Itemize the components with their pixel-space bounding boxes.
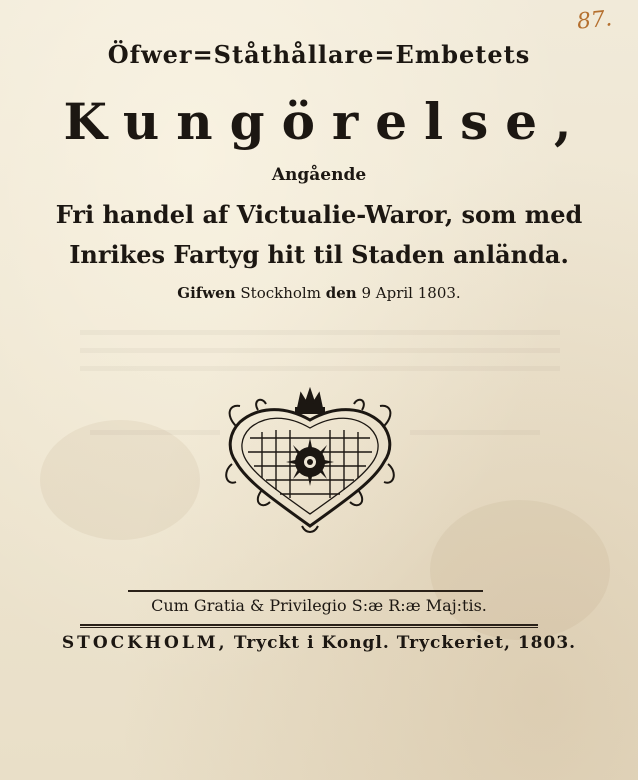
imprint-city: STOCKHOLM, [61,633,228,653]
subject-line-2: Inrikes Fartyg hit til Staden anlända. [69,240,569,269]
rule-middle-thin [80,627,538,628]
imprint-line [0,633,638,653]
rule-top [128,590,483,592]
crowned-heraldic-shield-ornament [222,386,398,536]
date-prefix: Gifwen [177,284,236,302]
date-middle: den [325,284,357,302]
show-through-text [90,430,220,435]
show-through-text [80,330,560,335]
date-line [0,284,638,302]
paper-stain [40,420,200,540]
title-main: Kungörelse, [63,92,589,151]
title-angaende: Angående [271,165,367,185]
imprint-printer: Tryckt i Kongl. Tryckeriet, 1803. [233,633,577,653]
show-through-text [80,366,560,371]
date-place: Stockholm [240,284,321,302]
title-line-1: Öfwer=Ståthållare=Embetets [107,40,531,69]
paper-stain [430,500,610,640]
show-through-text [80,348,560,353]
rule-middle [80,624,538,626]
show-through-text [410,430,540,435]
privilege-line: Cum Gratia & Privilegio S:æ R:æ Maj:tis. [151,596,487,615]
subject-line-1: Fri handel af Victualie-Waror, som med [55,200,583,229]
date-value: 9 April 1803. [361,284,461,302]
folio-number: 87. [575,6,614,35]
